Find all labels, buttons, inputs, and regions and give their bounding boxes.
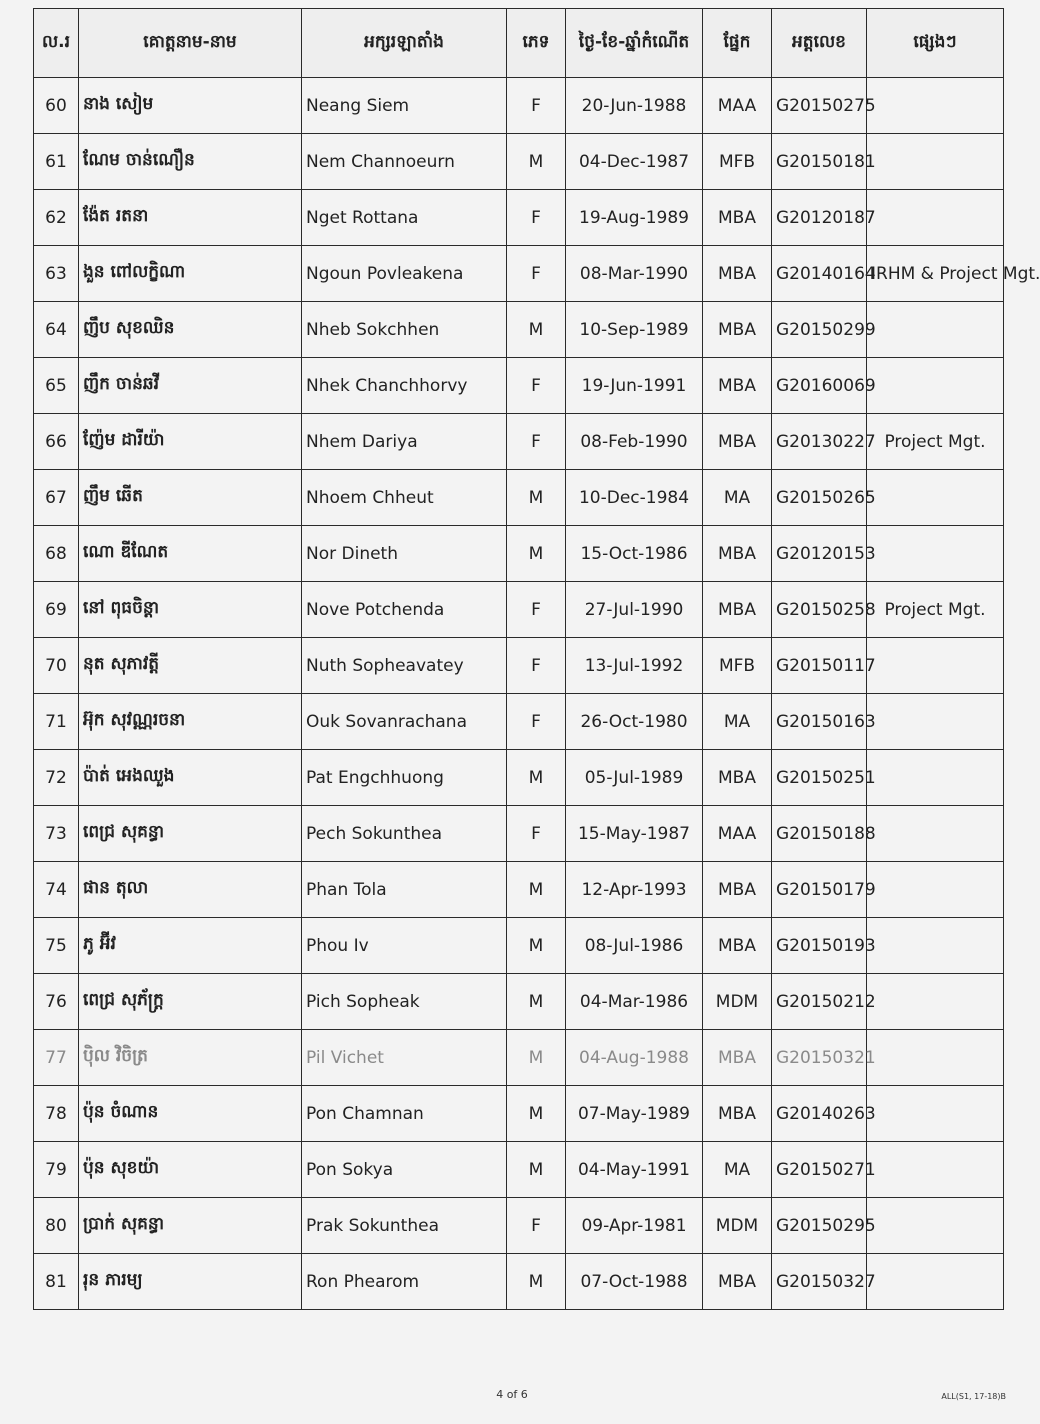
student-id-cell: G20150265 [772, 470, 867, 526]
table-row [34, 1198, 1004, 1254]
table-row [34, 582, 1004, 638]
row-number-cell: 75 [34, 918, 79, 974]
sex-cell: F [507, 190, 566, 246]
major-cell: MBA [703, 358, 772, 414]
header-row [34, 9, 1004, 78]
student-id-cell: G20150179 [772, 862, 867, 918]
remarks-cell: IRHM & Project Mgt. [867, 246, 1004, 302]
student-id-cell: G20150258 [772, 582, 867, 638]
major-cell: MBA [703, 302, 772, 358]
row-number-cell: 61 [34, 134, 79, 190]
date-of-birth-cell: 07-Oct-1988 [566, 1254, 703, 1310]
row-number-cell: 66 [34, 414, 79, 470]
student-id-cell: G20150163 [772, 694, 867, 750]
student-id-cell: G20150295 [772, 1198, 867, 1254]
table-row [34, 806, 1004, 862]
sex-cell: F [507, 358, 566, 414]
header-latin-name: អក្សរឡាតាំង [302, 9, 507, 78]
khmer-name-cell: ប៉ិល វិចិត្រ [79, 1030, 302, 1086]
student-id-cell: G20150117 [772, 638, 867, 694]
remarks-cell [867, 526, 1004, 582]
student-id-cell: G20150188 [772, 806, 867, 862]
remarks-cell [867, 862, 1004, 918]
major-cell: MBA [703, 862, 772, 918]
date-of-birth-cell: 20-Jun-1988 [566, 78, 703, 134]
table-row [34, 1142, 1004, 1198]
major-cell: MA [703, 470, 772, 526]
header-sex: ភេទ [507, 9, 566, 78]
date-of-birth-cell: 04-Aug-1988 [566, 1030, 703, 1086]
remarks-cell [867, 694, 1004, 750]
table-row [34, 918, 1004, 974]
remarks-cell [867, 78, 1004, 134]
student-id-cell: G20120153 [772, 526, 867, 582]
date-of-birth-cell: 04-May-1991 [566, 1142, 703, 1198]
major-cell: MA [703, 694, 772, 750]
remarks-cell: Project Mgt. [867, 414, 1004, 470]
latin-name-cell: Nuth Sopheavatey [302, 638, 507, 694]
khmer-name-cell: ប៉ុន ចំណាន [79, 1086, 302, 1142]
remarks-cell [867, 1198, 1004, 1254]
sex-cell: F [507, 638, 566, 694]
sex-cell: M [507, 1086, 566, 1142]
latin-name-cell: Pech Sokunthea [302, 806, 507, 862]
sex-cell: M [507, 470, 566, 526]
student-id-cell: G20140164 [772, 246, 867, 302]
student-id-cell: G20150275 [772, 78, 867, 134]
latin-name-cell: Pich Sopheak [302, 974, 507, 1030]
date-of-birth-cell: 08-Feb-1990 [566, 414, 703, 470]
khmer-name-cell: ញ៉ែម ដារីយ៉ា [79, 414, 302, 470]
remarks-cell [867, 358, 1004, 414]
remarks-cell [867, 134, 1004, 190]
date-of-birth-cell: 19-Aug-1989 [566, 190, 703, 246]
sex-cell: M [507, 918, 566, 974]
date-of-birth-cell: 04-Dec-1987 [566, 134, 703, 190]
latin-name-cell: Nhoem Chheut [302, 470, 507, 526]
latin-name-cell: Neang Siem [302, 78, 507, 134]
date-of-birth-cell: 15-May-1987 [566, 806, 703, 862]
major-cell: MBA [703, 1086, 772, 1142]
student-id-cell: G20150212 [772, 974, 867, 1030]
row-number-cell: 73 [34, 806, 79, 862]
header-date-of-birth: ថ្ងៃ-ខែ-ឆ្នាំកំណើត [566, 9, 703, 78]
row-number-cell: 80 [34, 1198, 79, 1254]
table-row [34, 134, 1004, 190]
student-id-cell: G20150193 [772, 918, 867, 974]
row-number-cell: 71 [34, 694, 79, 750]
student-id-cell: G20150327 [772, 1254, 867, 1310]
header-major: ផ្នែក [703, 9, 772, 78]
remarks-cell [867, 302, 1004, 358]
row-number-cell: 79 [34, 1142, 79, 1198]
khmer-name-cell: ងួន ពៅលក្ខិណា [79, 246, 302, 302]
major-cell: MAA [703, 806, 772, 862]
khmer-name-cell: ញឹម ឆើត [79, 470, 302, 526]
sex-cell: F [507, 78, 566, 134]
khmer-name-cell: ញឹប សុខឈិន [79, 302, 302, 358]
date-of-birth-cell: 15-Oct-1986 [566, 526, 703, 582]
date-of-birth-cell: 10-Dec-1984 [566, 470, 703, 526]
major-cell: MBA [703, 526, 772, 582]
remarks-cell [867, 470, 1004, 526]
row-number-cell: 70 [34, 638, 79, 694]
latin-name-cell: Nheb Sokchhen [302, 302, 507, 358]
sex-cell: M [507, 302, 566, 358]
khmer-name-cell: នៅ ពុធចិន្តា [79, 582, 302, 638]
student-id-cell: G20150181 [772, 134, 867, 190]
khmer-name-cell: ភូ អ៊ីវ [79, 918, 302, 974]
remarks-cell [867, 638, 1004, 694]
header-student-id: អត្តលេខ [772, 9, 867, 78]
table-row [34, 1254, 1004, 1310]
date-of-birth-cell: 12-Apr-1993 [566, 862, 703, 918]
date-of-birth-cell: 27-Jul-1990 [566, 582, 703, 638]
latin-name-cell: Nhem Dariya [302, 414, 507, 470]
khmer-name-cell: ណែម ចាន់ណឿន [79, 134, 302, 190]
table-row [34, 358, 1004, 414]
row-number-cell: 81 [34, 1254, 79, 1310]
remarks-cell [867, 918, 1004, 974]
major-cell: MA [703, 1142, 772, 1198]
student-id-cell: G20150321 [772, 1030, 867, 1086]
header-remarks: ផ្សេងៗ [867, 9, 1004, 78]
row-number-cell: 74 [34, 862, 79, 918]
row-number-cell: 78 [34, 1086, 79, 1142]
table-row [34, 190, 1004, 246]
date-of-birth-cell: 07-May-1989 [566, 1086, 703, 1142]
date-of-birth-cell: 09-Apr-1981 [566, 1198, 703, 1254]
sex-cell: F [507, 806, 566, 862]
latin-name-cell: Nove Potchenda [302, 582, 507, 638]
major-cell: MBA [703, 582, 772, 638]
latin-name-cell: Ouk Sovanrachana [302, 694, 507, 750]
date-of-birth-cell: 05-Jul-1989 [566, 750, 703, 806]
latin-name-cell: Phou Iv [302, 918, 507, 974]
khmer-name-cell: ប្រាក់ សុគន្ធា [79, 1198, 302, 1254]
page-number: 4 of 6 [496, 1388, 528, 1401]
major-cell: MBA [703, 1030, 772, 1086]
remarks-cell [867, 1254, 1004, 1310]
date-of-birth-cell: 13-Jul-1992 [566, 638, 703, 694]
major-cell: MFB [703, 638, 772, 694]
latin-name-cell: Ron Phearom [302, 1254, 507, 1310]
table-row [34, 246, 1004, 302]
table-row [34, 526, 1004, 582]
row-number-cell: 69 [34, 582, 79, 638]
remarks-cell [867, 974, 1004, 1030]
date-of-birth-cell: 08-Jul-1986 [566, 918, 703, 974]
khmer-name-cell: ពេជ្រ សុគន្ធា [79, 806, 302, 862]
latin-name-cell: Nget Rottana [302, 190, 507, 246]
table-row [34, 862, 1004, 918]
header-khmer-name: គោត្តនាម-នាម [79, 9, 302, 78]
table-row [34, 470, 1004, 526]
student-id-cell: G20150251 [772, 750, 867, 806]
remarks-cell [867, 1086, 1004, 1142]
sex-cell: M [507, 526, 566, 582]
row-number-cell: 68 [34, 526, 79, 582]
table-row [34, 78, 1004, 134]
major-cell: MBA [703, 918, 772, 974]
row-number-cell: 64 [34, 302, 79, 358]
row-number-cell: 60 [34, 78, 79, 134]
khmer-name-cell: ណោ ឌីណែត [79, 526, 302, 582]
row-number-cell: 63 [34, 246, 79, 302]
remarks-cell [867, 190, 1004, 246]
date-of-birth-cell: 04-Mar-1986 [566, 974, 703, 1030]
khmer-name-cell: ផាន តុលា [79, 862, 302, 918]
sex-cell: M [507, 1254, 566, 1310]
student-id-cell: G20120187 [772, 190, 867, 246]
latin-name-cell: Nhek Chanchhorvy [302, 358, 507, 414]
major-cell: MDM [703, 974, 772, 1030]
remarks-cell: Project Mgt. [867, 582, 1004, 638]
khmer-name-cell: ប៉ាត់ អេងឈួង [79, 750, 302, 806]
khmer-name-cell: ង៉ែត រតនា [79, 190, 302, 246]
latin-name-cell: Phan Tola [302, 862, 507, 918]
sex-cell: M [507, 1142, 566, 1198]
header-number: ល.រ [34, 9, 79, 78]
khmer-name-cell: អ៊ុក សុវណ្ណរចនា [79, 694, 302, 750]
sex-cell: M [507, 750, 566, 806]
document-code: ALL(S1, 17-18)B [941, 1392, 1006, 1401]
sex-cell: M [507, 974, 566, 1030]
sex-cell: F [507, 582, 566, 638]
major-cell: MFB [703, 134, 772, 190]
khmer-name-cell: រុន ភារម្យ [79, 1254, 302, 1310]
latin-name-cell: Pil Vichet [302, 1030, 507, 1086]
khmer-name-cell: នាង សៀម [79, 78, 302, 134]
khmer-name-cell: ប៉ុន សុខយ៉ា [79, 1142, 302, 1198]
major-cell: MBA [703, 1254, 772, 1310]
remarks-cell [867, 806, 1004, 862]
sex-cell: F [507, 414, 566, 470]
latin-name-cell: Pon Chamnan [302, 1086, 507, 1142]
table-row [34, 974, 1004, 1030]
major-cell: MAA [703, 78, 772, 134]
remarks-cell [867, 1030, 1004, 1086]
student-roster-table [33, 8, 1040, 1310]
sex-cell: F [507, 1198, 566, 1254]
latin-name-cell: Prak Sokunthea [302, 1198, 507, 1254]
sex-cell: F [507, 246, 566, 302]
row-number-cell: 62 [34, 190, 79, 246]
table-row [34, 694, 1004, 750]
major-cell: MBA [703, 750, 772, 806]
latin-name-cell: Ngoun Povleakena [302, 246, 507, 302]
date-of-birth-cell: 19-Jun-1991 [566, 358, 703, 414]
student-id-cell: G20140263 [772, 1086, 867, 1142]
major-cell: MBA [703, 414, 772, 470]
major-cell: MDM [703, 1198, 772, 1254]
row-number-cell: 76 [34, 974, 79, 1030]
remarks-cell [867, 750, 1004, 806]
date-of-birth-cell: 26-Oct-1980 [566, 694, 703, 750]
latin-name-cell: Nem Channoeurn [302, 134, 507, 190]
student-id-cell: G20160069 [772, 358, 867, 414]
sex-cell: M [507, 1030, 566, 1086]
major-cell: MBA [703, 190, 772, 246]
sex-cell: M [507, 862, 566, 918]
sex-cell: M [507, 134, 566, 190]
table-row [34, 302, 1004, 358]
row-number-cell: 72 [34, 750, 79, 806]
khmer-name-cell: ពេជ្រ សុភ័ក្ត្រ [79, 974, 302, 1030]
student-id-cell: G20150299 [772, 302, 867, 358]
sex-cell: F [507, 694, 566, 750]
date-of-birth-cell: 08-Mar-1990 [566, 246, 703, 302]
row-number-cell: 65 [34, 358, 79, 414]
roster-body [34, 78, 1040, 1310]
student-id-cell: G20130227 [772, 414, 867, 470]
latin-name-cell: Nor Dineth [302, 526, 507, 582]
student-id-cell: G20150271 [772, 1142, 867, 1198]
latin-name-cell: Pat Engchhuong [302, 750, 507, 806]
table-row [34, 750, 1004, 806]
row-number-cell: 77 [34, 1030, 79, 1086]
table-row [34, 638, 1004, 694]
date-of-birth-cell: 10-Sep-1989 [566, 302, 703, 358]
latin-name-cell: Pon Sokya [302, 1142, 507, 1198]
table-row [34, 1030, 1004, 1086]
khmer-name-cell: ញឹក ចាន់ឆវី [79, 358, 302, 414]
khmer-name-cell: នុត សុភាវត្តី [79, 638, 302, 694]
table-row [34, 1086, 1004, 1142]
row-number-cell: 67 [34, 470, 79, 526]
remarks-cell [867, 1142, 1004, 1198]
major-cell: MBA [703, 246, 772, 302]
table-row [34, 414, 1004, 470]
